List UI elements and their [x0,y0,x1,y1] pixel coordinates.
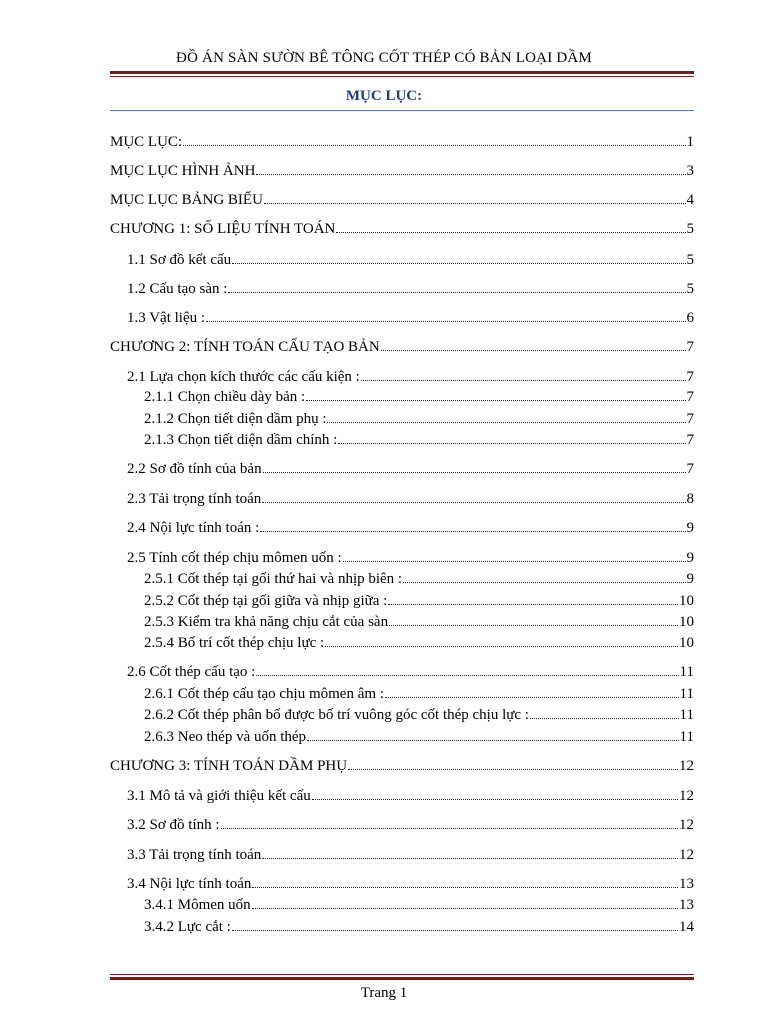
toc-entry[interactable] [144,590,694,610]
toc-entry-text: 3.3 Tải trọng tính toán [127,847,262,863]
toc-leader [361,379,686,381]
toc-entry-text: 2.5 Tính cốt thép chịu mômen uốn : [127,550,342,566]
toc-entry-text: 3.4 Nội lực tính toán [127,876,252,892]
toc-entry-page: 5 [686,281,694,297]
toc-leader [336,231,685,233]
toc-entry[interactable] [144,632,694,652]
toc-entry-text: 2.6.2 Cốt thép phân bố được bố trí vuông góc cốt thép chịu lực : [144,707,529,723]
toc-entry[interactable] [127,547,694,567]
toc-leader [325,645,678,647]
toc-entry-text: 2.5.4 Bố trí cốt thép chịu lực : [144,635,325,651]
toc-entry-text: 3.1 Mô tả và giới thiệu kết cấu [127,788,311,804]
toc-entry[interactable] [144,408,694,428]
toc-entry-text: 2.5.3 Kiểm tra khả năng chịu cắt của sàn [144,614,389,630]
toc-leader [338,442,685,444]
toc-entry-page: 7 [686,389,694,405]
toc-leader [232,262,685,264]
toc-leader [403,581,685,583]
toc-entry-text: 1.2 Cấu tạo sàn : [127,281,228,297]
toc-entry[interactable] [144,916,694,936]
toc-entry-page: 7 [686,461,694,477]
toc-entry-text: 2.6 Cốt thép cấu tạo : [127,664,256,680]
toc-entry[interactable] [127,844,694,864]
toc-leader [327,421,685,423]
toc-entry-text: CHƯƠNG 3: TÍNH TOÁN DẦM PHỤ [110,758,348,774]
toc-entry-page: 11 [679,664,694,680]
page-number-footer: Trang 1 [360,985,408,1001]
toc-entry[interactable] [127,873,694,893]
toc-entry[interactable] [144,386,694,406]
toc-entry-text: 2.6.3 Neo thép và uốn thép [144,729,307,745]
toc-leader [232,929,678,931]
toc-entry[interactable] [144,611,694,631]
toc-leader [385,696,679,698]
toc-entry-text: MỤC LỤC: [110,134,183,150]
toc-entry[interactable] [144,704,694,724]
toc-entry-page: 4 [686,192,694,208]
toc-entry[interactable] [110,189,694,209]
toc-leader [307,739,678,741]
toc-entry[interactable] [110,160,694,180]
toc-entry[interactable] [144,429,694,449]
toc-entry[interactable] [127,661,694,681]
toc-entry-text: MỤC LỤC BẢNG BIỂU [110,192,263,208]
document-header-title: ĐỒ ÁN SÀN SƯỜN BÊ TÔNG CỐT THÉP CÓ BẢN LOẠI DẦM [176,50,592,66]
toc-leader [388,603,678,605]
toc-entry-page: 10 [679,593,694,609]
toc-entry-text: 1.3 Vật liệu : [127,310,206,326]
toc-leader [312,798,678,800]
toc-entry-text: 2.2 Sơ đồ tính của bản [127,461,262,477]
toc-entry[interactable] [127,458,694,478]
toc-entry-page: 7 [686,339,694,355]
toc-entry[interactable] [110,336,694,356]
toc-entry[interactable] [127,488,694,508]
toc-entry-page: 9 [686,571,694,587]
toc-leader [389,624,678,626]
toc-entry-text: 2.1.1 Chọn chiều dày bản : [144,389,306,405]
toc-entry-text: CHƯƠNG 1: SỐ LIỆU TÍNH TOÁN [110,221,336,237]
toc-entry[interactable] [144,683,694,703]
toc-entry-text: 2.1 Lựa chọn kích thước các cấu kiện : [127,369,360,385]
toc-entry-page: 11 [679,729,694,745]
toc-entry-page: 6 [686,310,694,326]
toc-leader [264,202,686,204]
toc-entry-text: 2.1.3 Chọn tiết diện dầm chính : [144,432,338,448]
toc-entry-page: 5 [686,221,694,237]
toc-entry-text: 3.4.1 Mômen uốn [144,897,251,913]
toc-entry-text: 2.5.1 Cốt thép tại gối thứ hai và nhịp biên : [144,571,403,587]
footer-rule-thick [110,977,694,980]
toc-entry-page: 7 [686,411,694,427]
toc-leader [221,827,678,829]
toc-entry-text: CHƯƠNG 2: TÍNH TOÁN CẤU TẠO BẢN [110,339,380,355]
toc-entry[interactable] [127,278,694,298]
toc-leader [262,857,678,859]
toc-entry-page: 12 [679,817,694,833]
toc-entry-page: 7 [686,369,694,385]
toc-entry-page: 11 [679,707,694,723]
toc-leader [256,674,678,676]
toc-entry-page: 12 [679,847,694,863]
toc-entry-text: 1.1 Sơ đồ kết cấu [127,252,232,268]
toc-entry-text: 2.3 Tải trọng tính toán [127,491,262,507]
toc-entry-page: 9 [686,520,694,536]
toc-entry-text: MỤC LỤC HÌNH ẢNH [110,163,256,179]
toc-entry[interactable] [127,366,694,386]
toc-leader [256,173,685,175]
toc-entry[interactable] [144,726,694,746]
toc-entry[interactable] [144,894,694,914]
toc-leader [252,886,678,888]
toc-leader [183,144,685,146]
toc-leader [206,320,685,322]
toc-entry-text: 2.1.2 Chọn tiết diện dầm phụ : [144,411,327,427]
toc-entry[interactable] [127,785,694,805]
toc-leader [228,291,685,293]
toc-entry-text: 2.5.2 Cốt thép tại gối giữa và nhịp giữa : [144,593,388,609]
toc-entry-page: 3 [686,163,694,179]
toc-leader [530,717,679,719]
toc-leader [348,768,678,770]
toc-entry-text: 2.4 Nội lực tính toán : [127,520,260,536]
toc-entry-page: 12 [679,788,694,804]
toc-entry-page: 13 [679,897,694,913]
toc-entry[interactable] [127,307,694,327]
toc-entry-page: 5 [686,252,694,268]
toc-title: MỤC LỤC: [345,88,423,104]
toc-entry-page: 10 [679,614,694,630]
toc-entry[interactable] [110,131,694,151]
toc-leader [306,399,685,401]
toc-leader [263,471,686,473]
toc-entry-page: 13 [679,876,694,892]
toc-entry-page: 7 [686,432,694,448]
toc-entry-page: 11 [679,686,694,702]
toc-entry[interactable] [144,568,694,588]
toc-entry[interactable] [127,249,694,269]
toc-entry-page: 9 [686,550,694,566]
toc-entry[interactable] [127,517,694,537]
toc-leader [252,907,678,909]
toc-leader [381,349,686,351]
toc-leader [343,560,686,562]
toc-entry[interactable] [110,755,694,775]
toc-entry-text: 3.2 Sơ đồ tính : [127,817,220,833]
toc-entry-page: 14 [679,919,694,935]
toc-entry[interactable] [110,218,694,238]
toc-leader [260,530,685,532]
toc-entry-page: 12 [679,758,694,774]
toc-leader [262,501,685,503]
toc-entry-text: 2.6.1 Cốt thép cấu tạo chịu mômen âm : [144,686,384,702]
toc-entry[interactable] [127,814,694,834]
toc-entry-page: 10 [679,635,694,651]
footer-rule-thin [110,974,694,975]
toc-entry-page: 1 [686,134,694,150]
toc-entry-page: 8 [686,491,694,507]
toc-entry-text: 3.4.2 Lực cắt : [144,919,231,935]
